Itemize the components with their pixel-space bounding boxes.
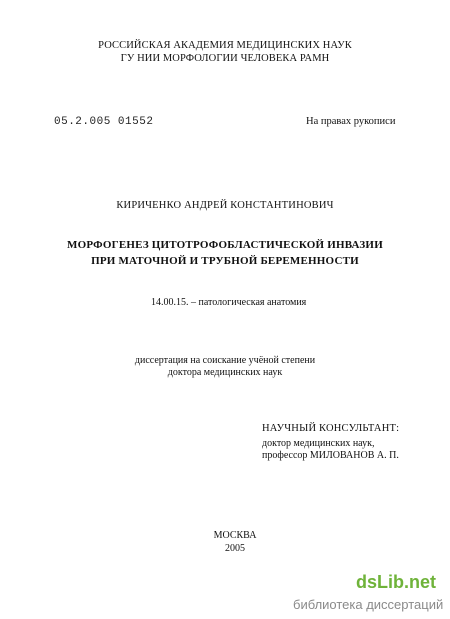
degree-line-1: диссертация на соискание учёной степени: [134, 355, 316, 366]
watermark-logo-suffix: .net: [404, 572, 437, 592]
consultant-degree: доктор медицинских наук,: [262, 438, 375, 449]
institution-line-2: ГУ НИИ МОРФОЛОГИИ ЧЕЛОВЕКА РАМН: [120, 53, 330, 64]
city: МОСКВА: [213, 530, 257, 541]
year: 2005: [225, 543, 245, 554]
watermark-logo[interactable]: [356, 572, 436, 593]
institution-line-1: РОССИЙСКАЯ АКАДЕМИЯ МЕДИЦИНСКИХ НАУК: [98, 40, 352, 51]
specialty-code: 14.00.15. – патологическая анатомия: [151, 297, 307, 308]
watermark-logo-main: dsLib: [356, 572, 404, 592]
thesis-title-line-1: МОРФОГЕНЕЗ ЦИТОТРОФОБЛАСТИЧЕСКОЙ ИНВАЗИИ: [67, 239, 383, 251]
consultant-name: профессор МИЛОВАНОВ А. П.: [262, 450, 399, 461]
watermark-tagline: библиотека диссертаций: [293, 597, 444, 612]
author-name: КИРИЧЕНКО АНДРЕЙ КОНСТАНТИНОВИЧ: [116, 200, 334, 211]
thesis-title-line-2: ПРИ МАТОЧНОЙ И ТРУБНОЙ БЕРЕМЕННОСТИ: [91, 255, 359, 267]
manuscript-rights: На правах рукописи: [306, 116, 396, 127]
archive-stamp: 05.2.005 01552: [54, 116, 154, 128]
consultant-heading: НАУЧНЫЙ КОНСУЛЬТАНТ:: [262, 423, 400, 434]
degree-line-2: доктора медицинских наук: [167, 367, 283, 378]
